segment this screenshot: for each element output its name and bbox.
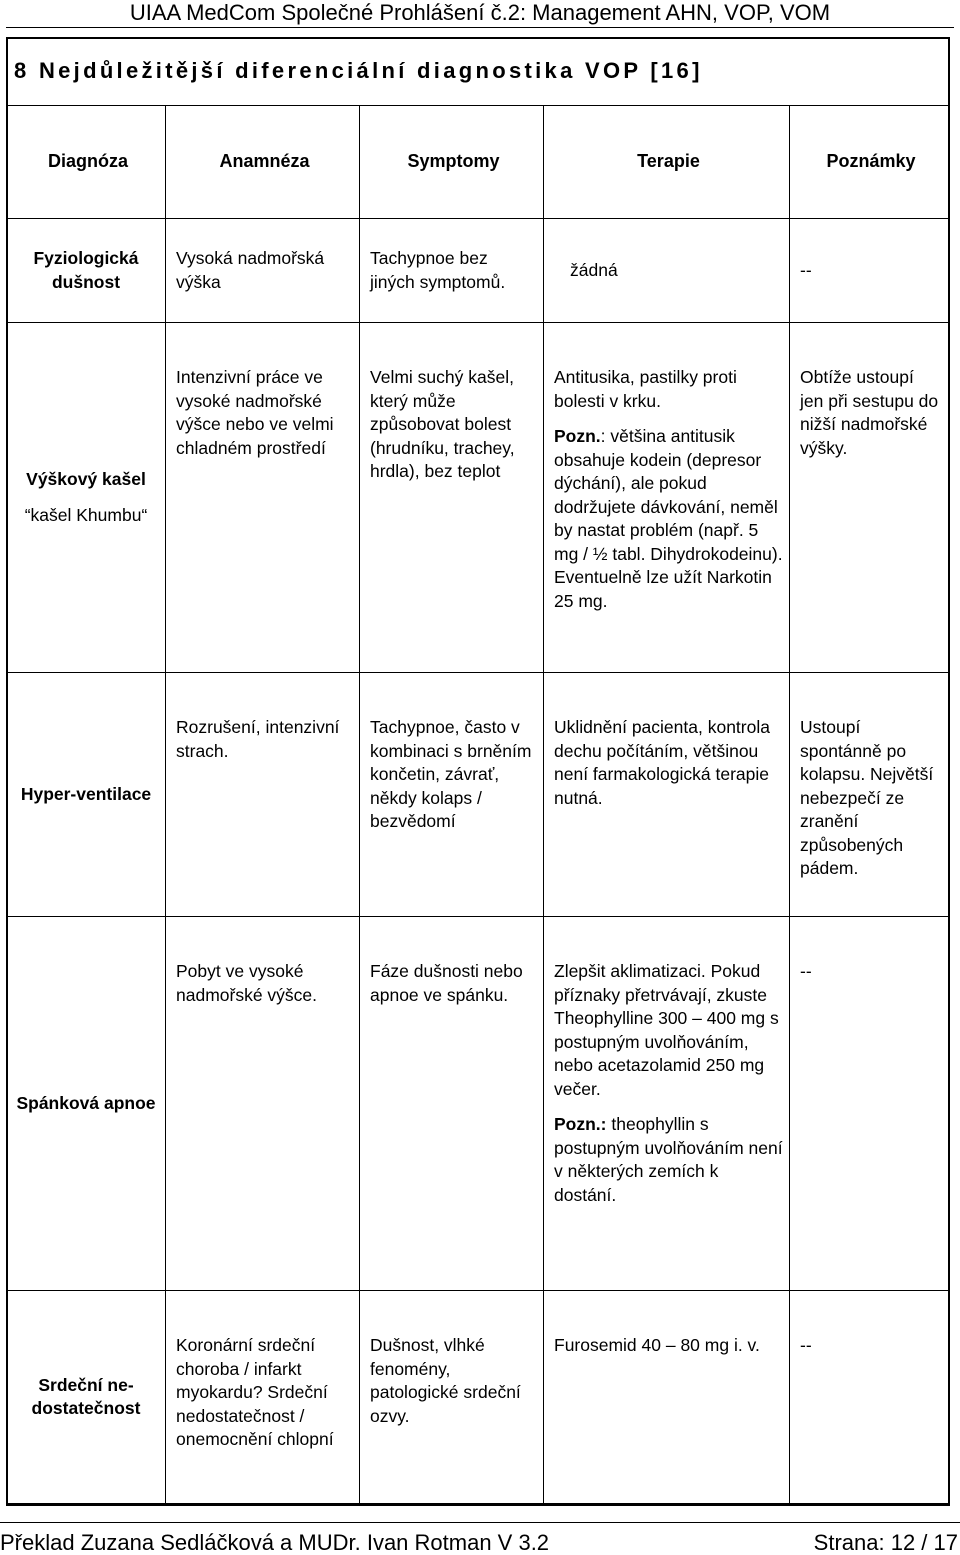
anamnesis-cell: Intenzivní práce ve vysoké nadmořské výšce nebo ve velmi chladném prostředí [166, 323, 360, 673]
header-text: UIAA MedCom Společné Prohlášení č.2: Management AHN, VOP, VOM [129, 0, 831, 25]
table-header-row [7, 106, 949, 219]
therapy-cell [544, 323, 790, 673]
note-label: Pozn.: [554, 1114, 607, 1134]
therapy-cell: žádná [544, 219, 790, 323]
diagnosis-name: Výškový kašel [26, 469, 146, 489]
document-footer [0, 1528, 960, 1554]
therapy-cell: Uklidnění pacienta, kontrola dechu počítáním, většinou není farmakologická terapie nutná. [544, 673, 790, 917]
anamnesis-cell: Koronární srdeční choroba / infarkt myokardu? Srdeční nedostatečnost / onemocnění chlopní [166, 1291, 360, 1504]
note-text: theophyllin s postupným uvolňováním není v některých zemích k dostání. [554, 1114, 783, 1205]
notes-cell: Obtíže ustoupí jen při sestupu do nižší nadmořské výšky. [790, 323, 949, 673]
anamnesis-cell: Rozrušení, intenzivní strach. [166, 673, 360, 917]
therapy-cell [544, 917, 790, 1291]
table-row [7, 673, 949, 917]
diagnosis-cell [7, 323, 166, 673]
column-header-symptoms: Symptomy [360, 106, 544, 219]
diagnosis-cell: Hyper-ventilace [7, 673, 166, 917]
therapy-text: Zlepšit aklimatizaci. Pokud příznaky přetrvávají, zkuste Theophylline 300 – 400 mg s postupným uvolňováním, nebo acetazolamid 250 mg večer. [554, 961, 779, 1099]
footer-rule [0, 1522, 960, 1523]
therapy-note [554, 1113, 783, 1207]
therapy-text: Antitusika, pastilky proti bolesti v krku. [554, 367, 737, 411]
table-row [7, 917, 949, 1291]
symptoms-cell: Velmi suchý kašel, který může způsobovat bolest (hrudníku, trachey, hrdla), bez teplot [360, 323, 544, 673]
note-label: Pozn. [554, 426, 601, 446]
diagnosis-cell: Srdeční ne-dostatečnost [7, 1291, 166, 1504]
anamnesis-cell: Pobyt ve vysoké nadmořské výšce. [166, 917, 360, 1291]
column-header-notes: Poznámky [790, 106, 949, 219]
differential-diagnosis-table [6, 105, 949, 1504]
table-row [7, 1291, 949, 1504]
diagnosis-cell: Fyziologická dušnost [7, 219, 166, 323]
therapy-note [554, 425, 783, 613]
table-row [7, 219, 949, 323]
notes-cell: -- [790, 917, 949, 1291]
anamnesis-cell: Vysoká nadmořská výška [166, 219, 360, 323]
diagnosis-cell: Spánková apnoe [7, 917, 166, 1291]
section-title: 8 Nejdůležitější diferenciální diagnostika VOP [16] [14, 58, 703, 83]
column-header-therapy: Terapie [544, 106, 790, 219]
therapy-cell: Furosemid 40 – 80 mg i. v. [544, 1291, 790, 1504]
column-header-diagnosis: Diagnóza [7, 106, 166, 219]
footer-credits: Překlad Zuzana Sedláčková a MUDr. Ivan Rotman V 3.2 [0, 1530, 550, 1555]
symptoms-cell: Tachypnoe, často v kombinaci s brněním končetin, závrať, někdy kolaps / bezvědomí [360, 673, 544, 917]
column-header-anamnesis: Anamnéza [166, 106, 360, 219]
notes-cell: -- [790, 1291, 949, 1504]
note-text: : většina antitusik obsahuje kodein (depresor dýchání), ale pokud dodržujete dávkování, neměl by nastat problém (např. 5 mg / ½ tabl. Dihydrokodeinu). Eventuelně lze užít Narkotin 25 mg. [554, 426, 783, 611]
symptoms-cell: Tachypnoe bez jiných symptomů. [360, 219, 544, 323]
symptoms-cell: Fáze dušnosti nebo apnoe ve spánku. [360, 917, 544, 1291]
notes-cell: Ustoupí spontánně po kolapsu. Největší nebezpečí ze zranění způsobených pádem. [790, 673, 949, 917]
diagnosis-alias: “kašel Khumbu“ [24, 504, 148, 525]
symptoms-cell: Dušnost, vlhké fenomény, patologické srdeční ozvy. [360, 1291, 544, 1504]
table-row [7, 323, 949, 673]
notes-cell: -- [790, 219, 949, 323]
page-number: Strana: 12 / 17 [813, 1530, 958, 1555]
document-header [0, 0, 960, 28]
header-rule [6, 27, 954, 28]
